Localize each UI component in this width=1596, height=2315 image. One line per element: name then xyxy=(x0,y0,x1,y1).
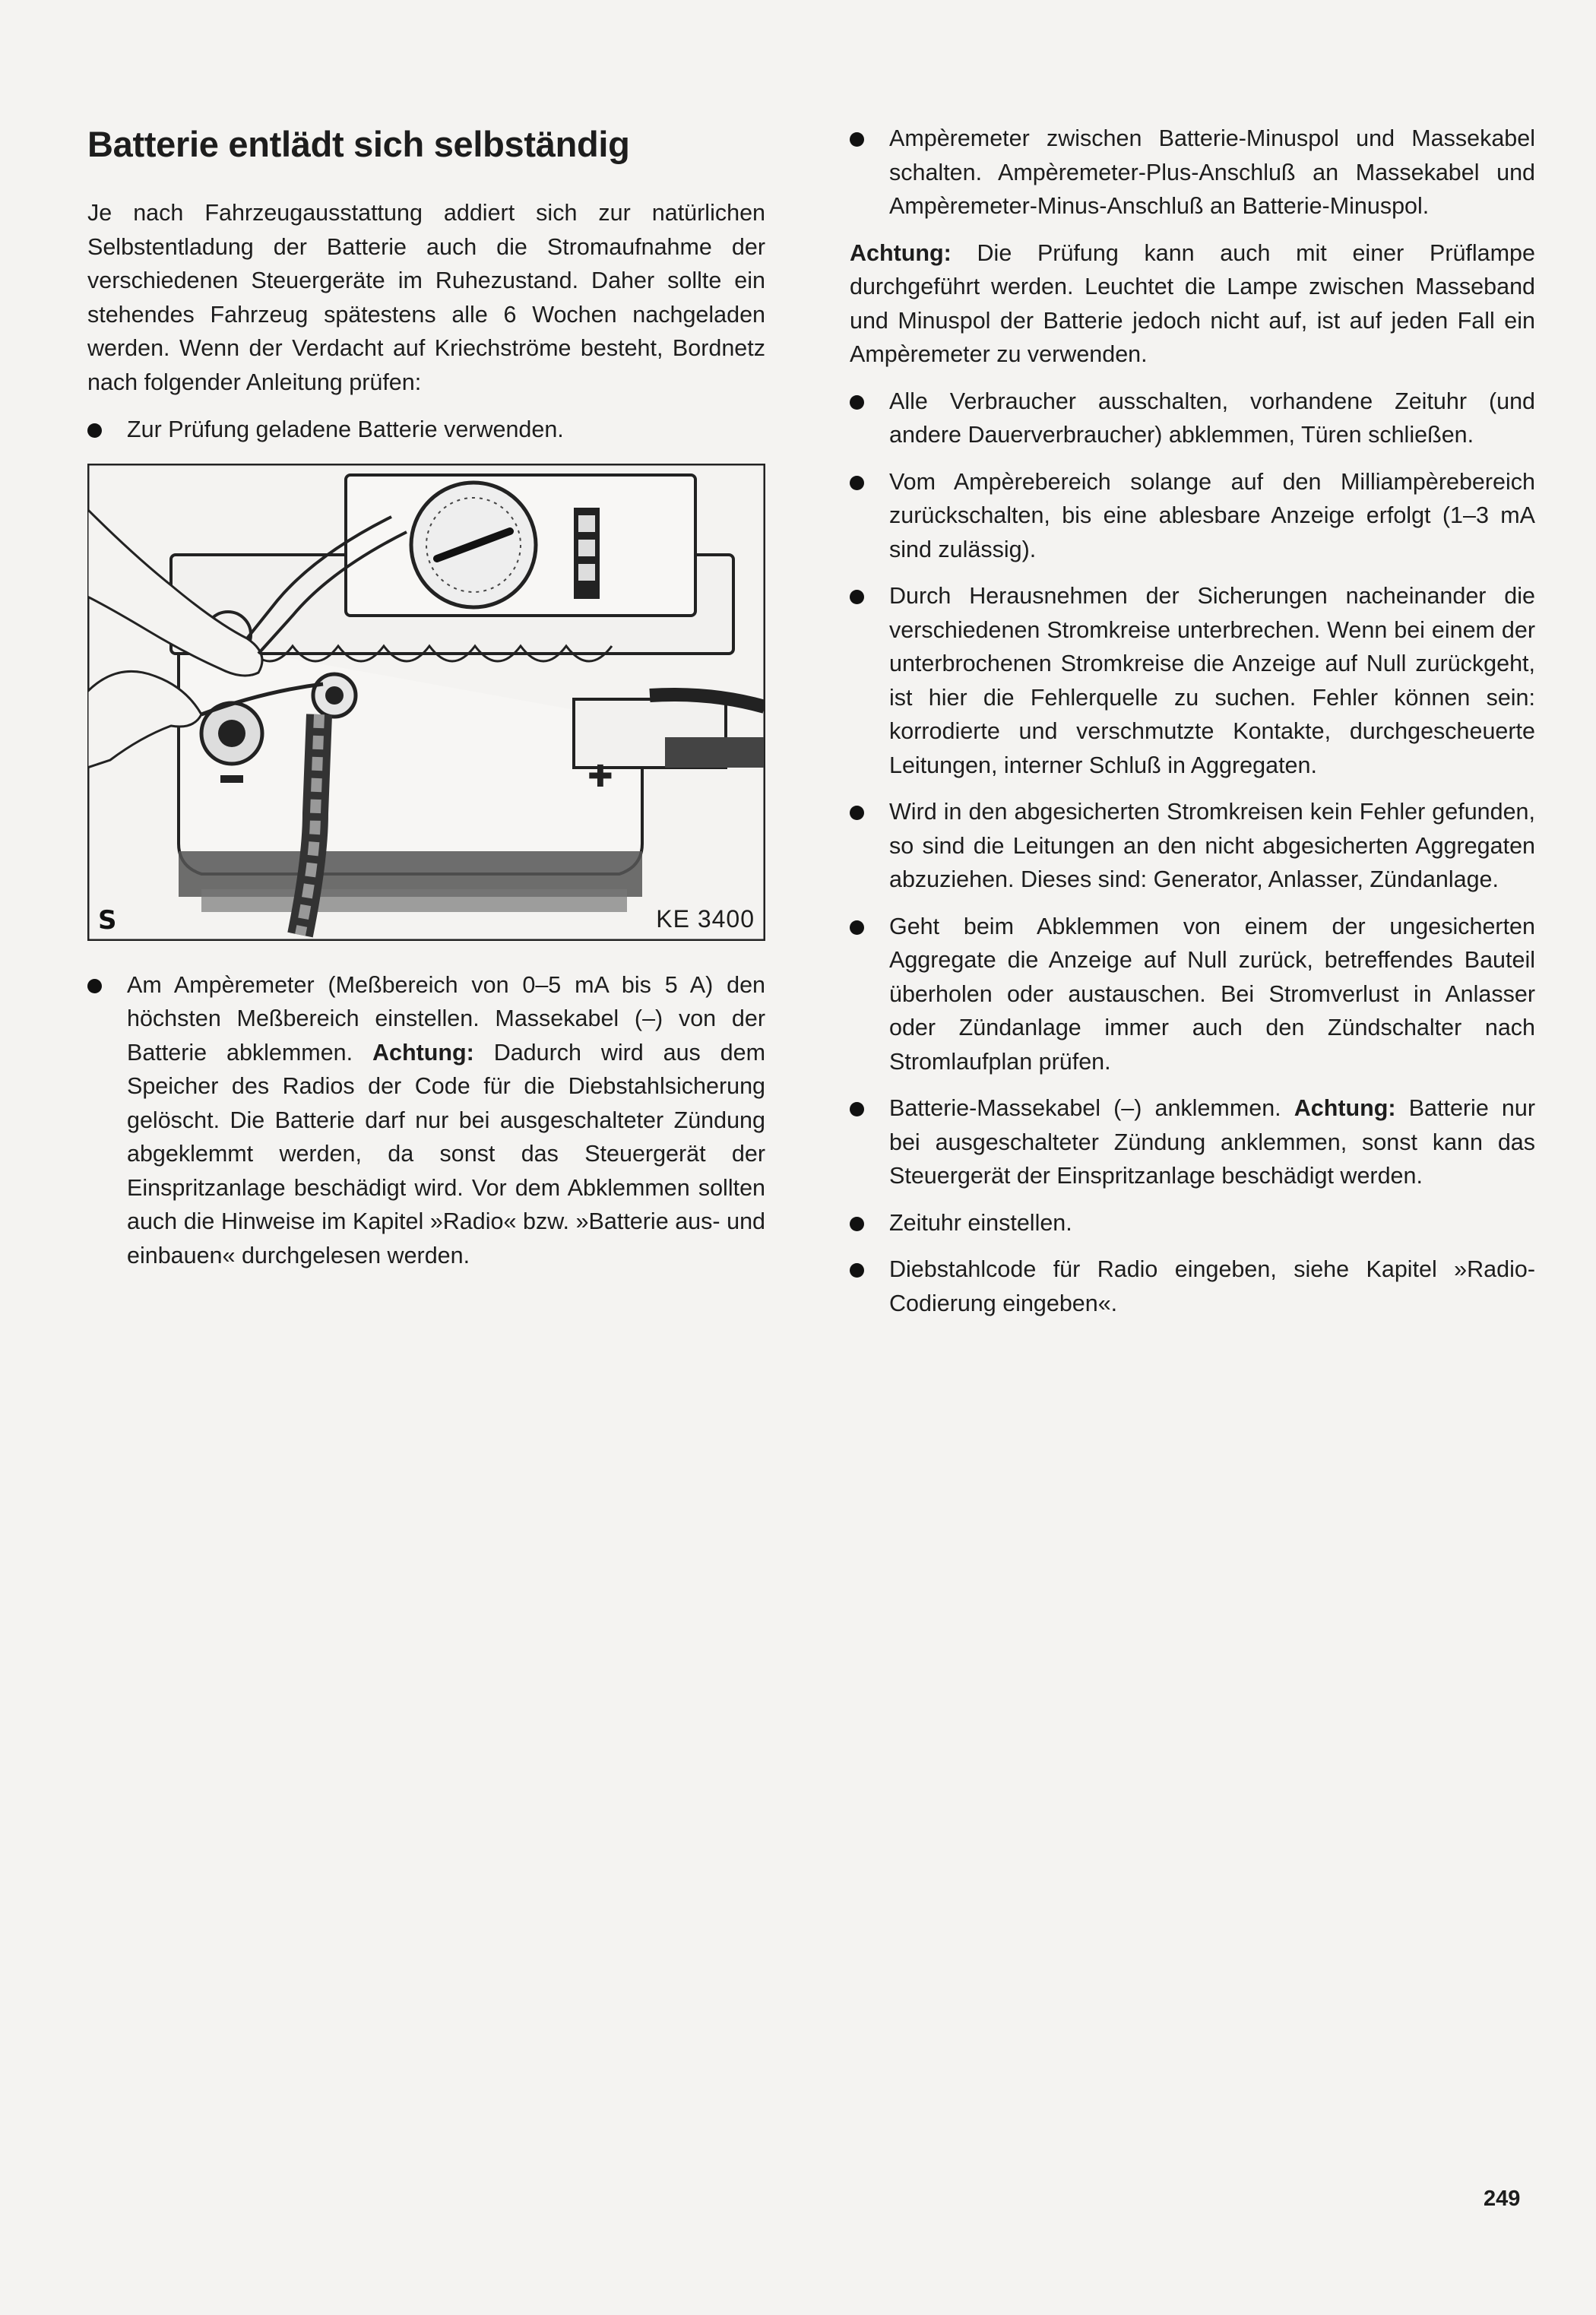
bullet-item-reconnect-ground xyxy=(850,1091,1535,1193)
bullet-icon xyxy=(850,1263,864,1278)
bullet-item-unfused-circuits xyxy=(850,795,1535,897)
bullet-text: Vom Ampèrebereich solange auf den Milliampèrebereich zurückschalten, bis eine ablesbare Anzeige erfolgt (1–3 mA sind zulässig). xyxy=(889,468,1535,562)
bullet-item-ammeter-connect xyxy=(850,122,1535,223)
bullet-icon xyxy=(850,920,864,935)
bullet-icon xyxy=(87,979,102,993)
bullet-text-after: Batterie nur bei ausgeschalteter Zündung anklemmen, sonst kann das Steuergerät der Einspritzanlage beschädigt werden. xyxy=(889,1095,1535,1189)
bullet-text: Zeituhr einstellen. xyxy=(889,1209,1072,1236)
bullet-icon xyxy=(850,395,864,410)
achtung-label: Achtung: xyxy=(850,239,952,266)
achtung-label: Achtung: xyxy=(372,1039,474,1066)
figure-code: KE 3400 xyxy=(656,904,755,933)
bullet-item-ammeter-range xyxy=(87,968,765,1273)
bullet-item-remove-fuses xyxy=(850,579,1535,782)
bullet-item-radio-code xyxy=(850,1253,1535,1320)
right-column xyxy=(850,122,1535,1333)
bullet-text: Wird in den abgesicherten Stromkreisen kein Fehler gefunden, so sind die Leitungen an den nicht abgesicherten Aggregaten abzuziehen. Dieses sind: Generator, Anlasser, Zündanlage. xyxy=(889,799,1535,892)
intro-paragraph: Je nach Fahrzeugausstattung addiert sich zur natürlichen Selbstentladung der Batterie auch die Stromaufnahme der verschiedenen Steuergeräte im Ruhezustand. Daher sollte ein stehendes Fahrzeug spätestens alle 6 Wochen nachgeladen werden. Wenn der Verdacht auf Kriechströme besteht, Bordnetz nach folgender Anleitung prüfen: xyxy=(87,200,765,395)
bullet-text-before: Batterie-Massekabel (–) anklemmen. xyxy=(889,1095,1281,1121)
bullet-icon xyxy=(850,1217,864,1231)
section-heading: Batterie entlädt sich selbständig xyxy=(87,124,630,164)
bullet-item-charged-battery xyxy=(87,413,765,447)
bullet-item-set-clock xyxy=(850,1206,1535,1240)
bullet-item-consumers-off xyxy=(850,385,1535,452)
page-number: 249 xyxy=(1484,2187,1521,2211)
bullet-text: Geht beim Abklemmen von einem der ungesicherten Aggregate die Anzeige auf Null zurück, betreffendes Bauteil überholen oder austauschen. Bei Stromverlust in Anlasser oder Zündanlage immer auch den Zündschalter nach Stromlaufplan prüfen. xyxy=(889,913,1535,1075)
bullet-text-before: Am Ampèremeter (Meßbereich von 0–5 mA bis 5 A) den höchsten Meßbereich einstellen. Massekabel (–) von der Batterie abklemmen. xyxy=(127,971,765,1066)
achtung-note xyxy=(850,236,1535,372)
bullet-icon xyxy=(850,476,864,490)
bullet-item-replace-component xyxy=(850,910,1535,1079)
bullet-icon xyxy=(87,423,102,438)
achtung-label: Achtung: xyxy=(1294,1095,1396,1121)
svg-text:S: S xyxy=(98,904,117,936)
left-column xyxy=(87,122,765,1285)
bullet-text: Diebstahlcode für Radio eingeben, siehe Kapitel »Radio-Codierung eingeben«. xyxy=(889,1256,1535,1316)
bullet-text: Ampèremeter zwischen Batterie-Minuspol und Massekabel schalten. Ampèremeter-Plus-Anschluß an Massekabel und Ampèremeter-Minus-Anschluß an Batterie-Minuspol. xyxy=(889,125,1535,219)
bullet-text: Alle Verbraucher ausschalten, vorhandene Zeituhr (und andere Dauerverbraucher) abklemmen, Türen schließen. xyxy=(889,388,1535,448)
bullet-text: Zur Prüfung geladene Batterie verwenden. xyxy=(127,416,564,442)
bullet-icon xyxy=(850,1102,864,1116)
bullet-icon xyxy=(850,132,864,147)
bullet-text-after: Dadurch wird aus dem Speicher des Radios der Code für die Diebstahlsicherung gelöscht. Die Batterie darf nur bei ausgeschalteter Zündung abgeklemmt werden, da sonst das Steuergerät der Einspritzanlage beschädigt wird. Vor dem Abklemmen sollten auch die Hinweise im Kapitel »Radio« bzw. »Batterie aus- und einbauen« durchgelesen werden. xyxy=(127,1039,765,1268)
battery-ammeter-figure xyxy=(87,464,765,941)
achtung-text: Die Prüfung kann auch mit einer Prüflampe durchgeführt werden. Leuchtet die Lampe zwischen Masseband und Minuspol der Batterie jedoch nicht auf, ist auf jeden Fall ein Ampèremeter zu verwenden. xyxy=(850,239,1535,367)
svg-text:✚: ✚ xyxy=(587,758,613,794)
bullet-item-milliampere-range xyxy=(850,465,1535,567)
battery-ammeter-illustration xyxy=(87,464,765,941)
bullet-icon xyxy=(850,806,864,820)
bullet-icon xyxy=(850,590,864,604)
bullet-text: Durch Herausnehmen der Sicherungen nacheinander die verschiedenen Stromkreise unterbrechen. Wenn bei einem der unterbrochenen Stromkreise die Anzeige auf Null zurückgeht, ist hier die Fehlerquelle zu suchen. Fehler können sein: korrodierte und verschmutzte Kontakte, durchgescheuerte Leitungen, interner Schluß in Aggregaten. xyxy=(889,583,1535,778)
